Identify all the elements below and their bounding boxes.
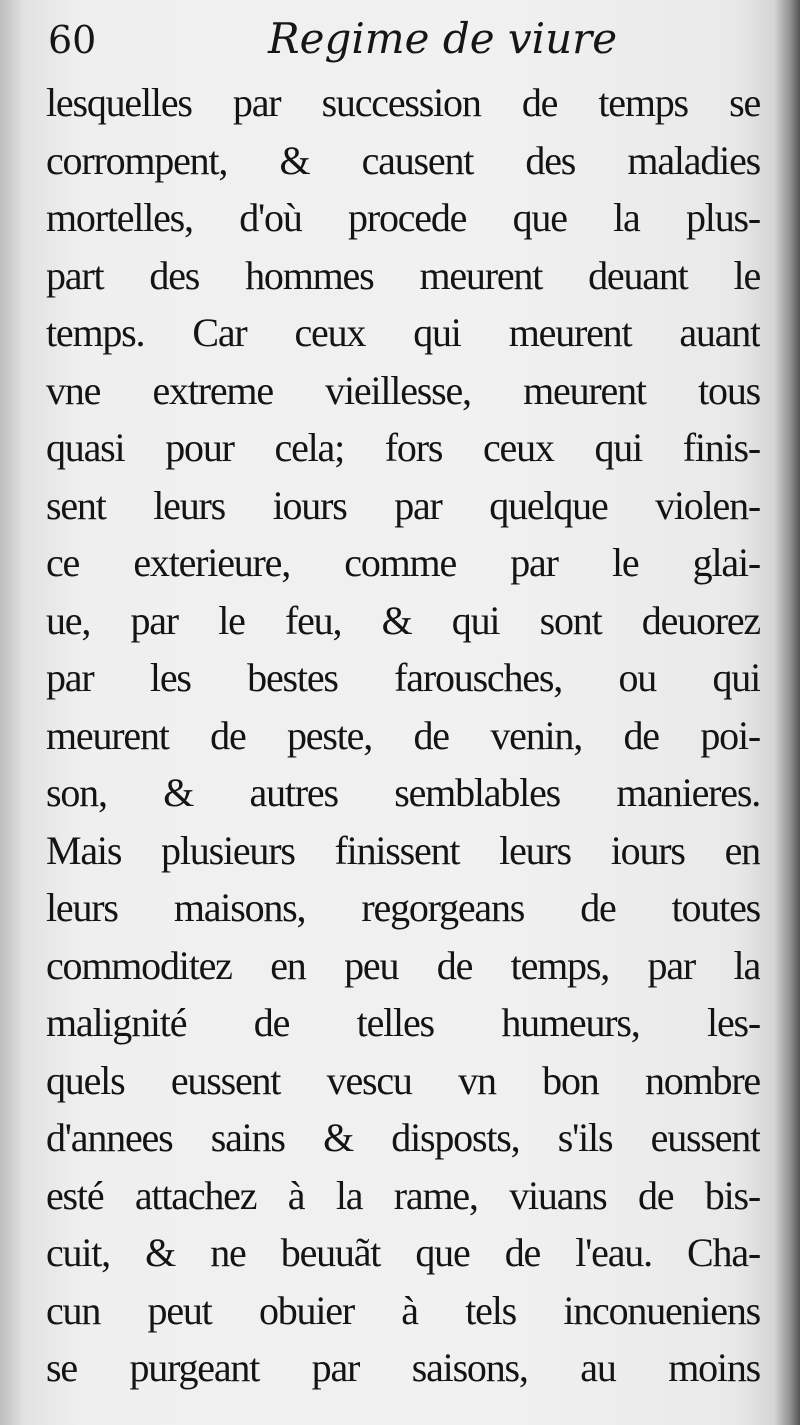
text-line: Mais plusieurs finissent leurs iours en [46,827,760,873]
running-head: Regime de viure [268,14,618,63]
text-line: par les bestes farousches, ou qui [46,655,760,700]
text-line: cuit, & ne beuuãt que de l'eau. Cha- [46,1230,760,1275]
body-text [46,74,760,1397]
text-line: ue, par le feu, & qui sont deuorez [46,597,760,643]
text-line: commoditez en peu de temps, par la [46,942,760,988]
text-line: quels eussent vescu vn bon nombre [46,1057,760,1103]
text-line: cun peut obuier à tels inconueniens [46,1287,760,1333]
text-line: part des hommes meurent deuant le [46,252,760,298]
text-line: leurs maisons, regorgeans de toutes [46,885,760,930]
text-line: quasi pour cela; fors ceux qui finis- [46,425,760,470]
text-line: malignité de telles humeurs, les- [46,1000,760,1045]
text-line: temps. Car ceux qui meurent auant [46,310,760,355]
text-line: ce exterieure, comme par le glai- [46,540,760,585]
text-line: corrompent, & causent des maladies [46,137,760,183]
text-line: lesquelles par succession de temps se [46,80,760,125]
text-line: vne extreme vieillesse, meurent tous [46,367,760,413]
text-line: mortelles, d'où procede que la plus- [46,195,760,240]
text-line: esté attachez à la rame, viuans de bis- [46,1172,760,1218]
page-number: 60 [48,18,97,62]
text-line: d'annees sains & disposts, s'ils eussent [46,1115,760,1160]
page-gutter-shadow [774,0,800,1425]
page-header [48,14,748,70]
text-line: meurent de peste, de venin, de poi- [46,712,760,758]
text-line: se purgeant par saisons, au moins [46,1345,760,1390]
text-line: sent leurs iours par quelque violen- [46,482,760,528]
text-line: son, & autres semblables manieres. [46,770,760,815]
